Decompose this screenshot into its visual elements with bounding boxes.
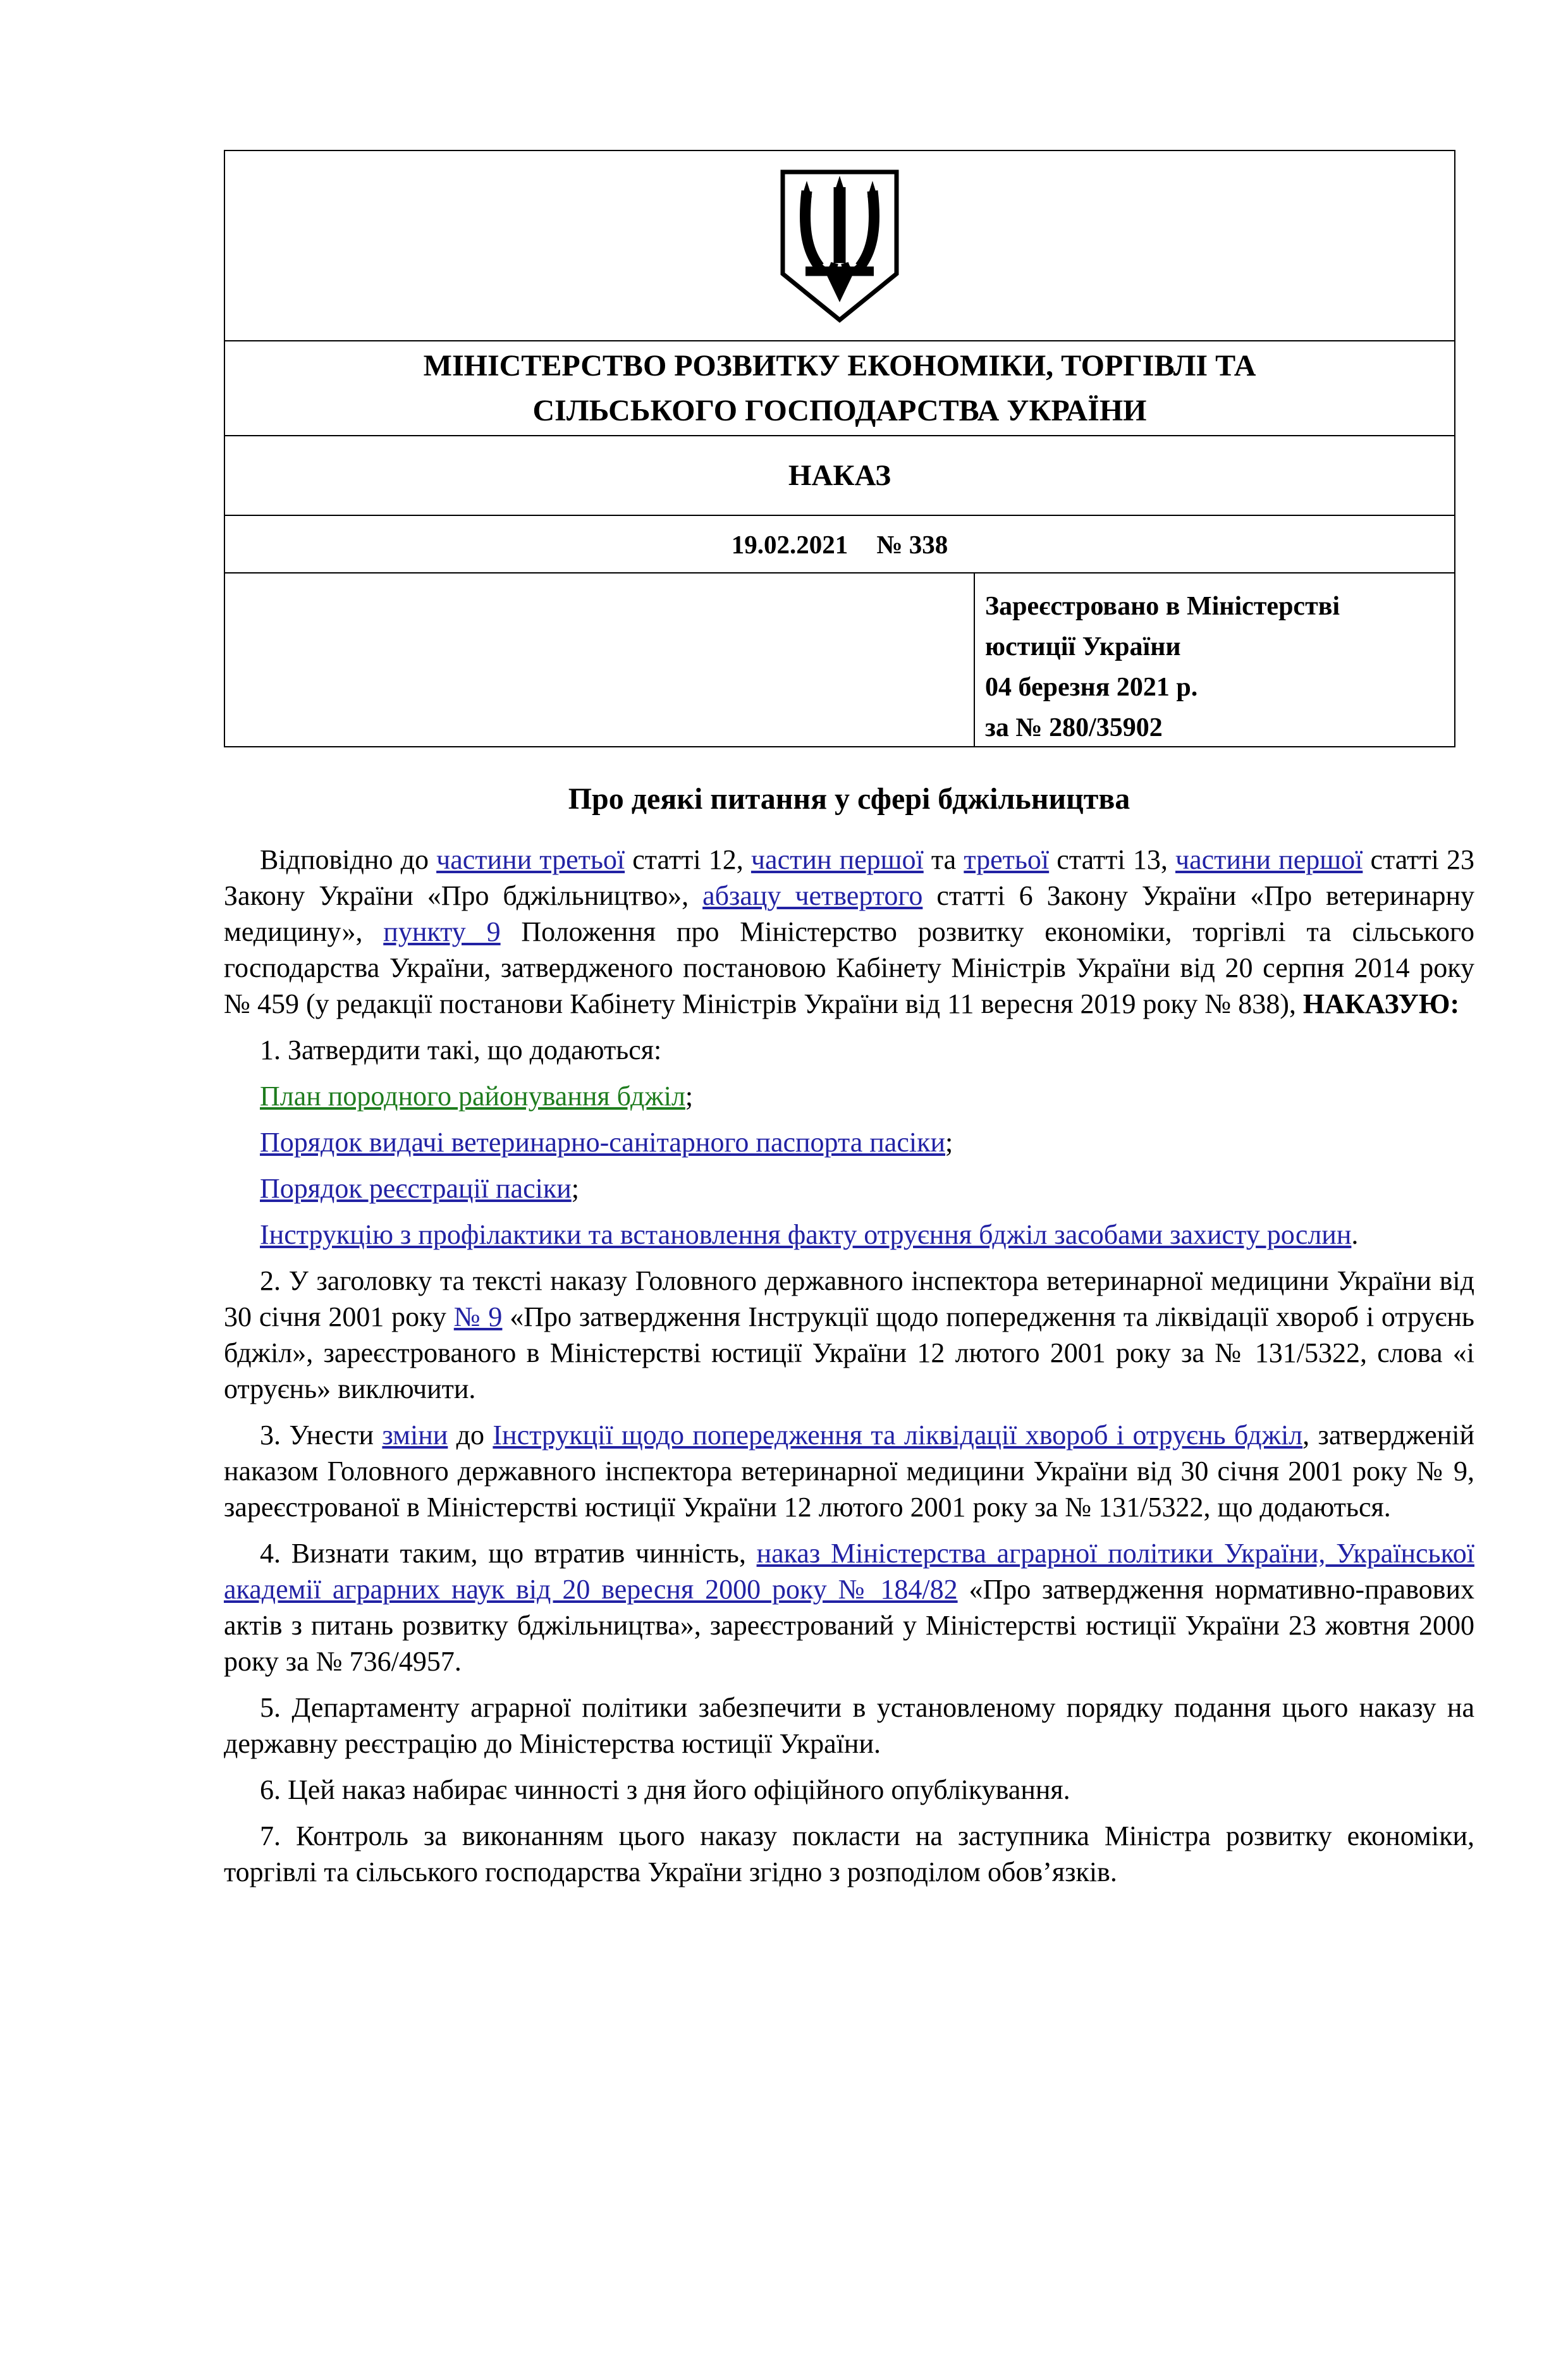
registration-stamp (975, 574, 1454, 746)
text-run: «Про затвердження нормативно-правових актів з питань розвитку бджільництва», зареєстрований у Міністерстві юстиції України 23 жовтня 2000 року за № 736/4957. (224, 1574, 1474, 1677)
document-link[interactable]: частини третьої (436, 844, 625, 875)
document-link[interactable]: Інструкції щодо попередження та ліквідації хвороб і отруєнь бджіл (493, 1420, 1303, 1451)
text-run: статті 13, (1049, 844, 1175, 875)
document-link[interactable]: абзацу четвертого (702, 880, 923, 911)
registration-empty-cell (225, 574, 975, 746)
item-1-paragraph (224, 1032, 1474, 1068)
text-run: 5. Департаменту аграрної політики забезпечити в установленому порядку подання цього наказу на державну реєстрацію до Міністерства юстиції України. (224, 1692, 1474, 1759)
approved-doc-2-paragraph (224, 1124, 1474, 1160)
order-date: 19.02.2021 (731, 529, 848, 559)
document-link[interactable]: наказ Міністерства аграрної політики України, Української академії аграрних наук від 20 вересня 2000 року № 184/82 (224, 1538, 1474, 1605)
document-link[interactable]: частин першої (750, 844, 924, 875)
item-7-paragraph (224, 1818, 1474, 1890)
ministry-name (225, 341, 1454, 436)
item-4-paragraph (224, 1535, 1474, 1679)
text-run: 6. Цей наказ набирає чинності з дня його офіційного опублікування. (260, 1774, 1070, 1805)
approved-doc-1-paragraph (224, 1078, 1474, 1114)
text-run: , затвердженій наказом Головного державного інспектора ветеринарної медицини України від 30 січня 2001 року № 9, зареєстрованої в Міністерстві юстиції України 12 лютого 2001 року за № 131/5322, що додаються. (224, 1420, 1474, 1523)
doc-type-text: НАКАЗ (788, 459, 891, 492)
emblem-row (225, 151, 1454, 341)
order-number: № 338 (876, 529, 948, 559)
document-link[interactable]: частини першої (1175, 844, 1363, 875)
item-2-paragraph (224, 1263, 1474, 1407)
text-run: 4. Визнати таким, що втратив чинність, (260, 1538, 757, 1569)
item-5-paragraph (224, 1690, 1474, 1762)
ministry-name-line2: СІЛЬСЬКОГО ГОСПОДАРСТВА УКРАЇНИ (532, 394, 1147, 427)
text-run: статті 23 Закону України «Про бджільництво», (224, 844, 1475, 911)
registration-line: 04 березня 2021 р. (985, 673, 1198, 702)
text-run: та (923, 844, 964, 875)
document-body (224, 842, 1474, 1890)
document-link[interactable]: Інструкцію з профілактики та встановлення факту отруєння бджіл засобами захисту рослин (260, 1219, 1352, 1250)
document-link[interactable]: План породного районування бджіл (260, 1081, 685, 1112)
text-run: до (448, 1420, 493, 1451)
registration-row (225, 574, 1454, 746)
text-run: ; (945, 1127, 953, 1158)
document-page (0, 150, 1568, 2368)
text-run: Положення про Міністерство розвитку економіки, торгівлі та сільського господарства України, затвердженого постановою Кабінету Міністрів України від 20 серпня 2014 року № 459 (у редакції постанови Кабінету Міністрів України від 11 вересня 2019 року № 838), (224, 916, 1475, 1019)
item-6-paragraph (224, 1772, 1474, 1808)
document-link[interactable]: Порядок реєстрації пасіки (260, 1173, 572, 1204)
text-run: «Про затвердження Інструкції щодо попередження та ліквідації хвороб і отруєнь бджіл», зареєстрованого в Міністерстві юстиції України 12 лютого 2001 року за № 131/5322, слова «і отруєнь» виключити. (224, 1301, 1474, 1404)
text-run: . (1351, 1219, 1359, 1250)
header-table (224, 150, 1455, 747)
registration-line: за № 280/35902 (985, 713, 1163, 742)
item-3-paragraph (224, 1417, 1474, 1525)
date-number-row (225, 516, 1454, 574)
ukraine-trident-coat-of-arms-icon (779, 168, 900, 324)
document-link[interactable]: пункту 9 (383, 916, 501, 947)
bold-text: НАКАЗУЮ: (1302, 988, 1460, 1019)
intro-paragraph (224, 842, 1474, 1022)
text-run: 1. Затвердити такі, що додаються: (260, 1034, 662, 1065)
text-run: 7. Контроль за виконанням цього наказу покласти на заступника Міністра розвитку економіки, торгівлі та сільського господарства України згідно з розподілом обов’язків. (224, 1820, 1474, 1887)
text-run: статті 6 Закону України «Про ветеринарну медицину», (224, 880, 1475, 947)
ministry-name-line1: МІНІСТЕРСТВО РОЗВИТКУ ЕКОНОМІКИ, ТОРГІВЛІ ТА (423, 349, 1256, 383)
text-run: 3. Унести (260, 1420, 383, 1451)
document-link[interactable]: Порядок видачі ветеринарно-санітарного паспорта пасіки (260, 1127, 946, 1158)
document-type-label (225, 436, 1454, 516)
registration-line: юстиції України (985, 632, 1181, 661)
document-link[interactable]: № 9 (453, 1301, 503, 1332)
approved-doc-4-paragraph (224, 1217, 1474, 1253)
document-link[interactable]: зміни (382, 1420, 448, 1451)
text-run: Відповідно до (260, 844, 437, 875)
approved-doc-3-paragraph (224, 1170, 1474, 1206)
registration-line: Зареєстровано в Міністерстві (985, 592, 1340, 621)
text-run: 2. У заголовку та тексті наказу Головного державного інспектора ветеринарної медицини України від 30 січня 2001 року (224, 1265, 1474, 1332)
document-link[interactable]: третьої (964, 844, 1050, 875)
text-run: ; (685, 1081, 694, 1112)
text-run: статті 12, (625, 844, 751, 875)
text-run: ; (571, 1173, 579, 1204)
document-title: Про деякі питання у сфері бджільництва (568, 782, 1130, 816)
